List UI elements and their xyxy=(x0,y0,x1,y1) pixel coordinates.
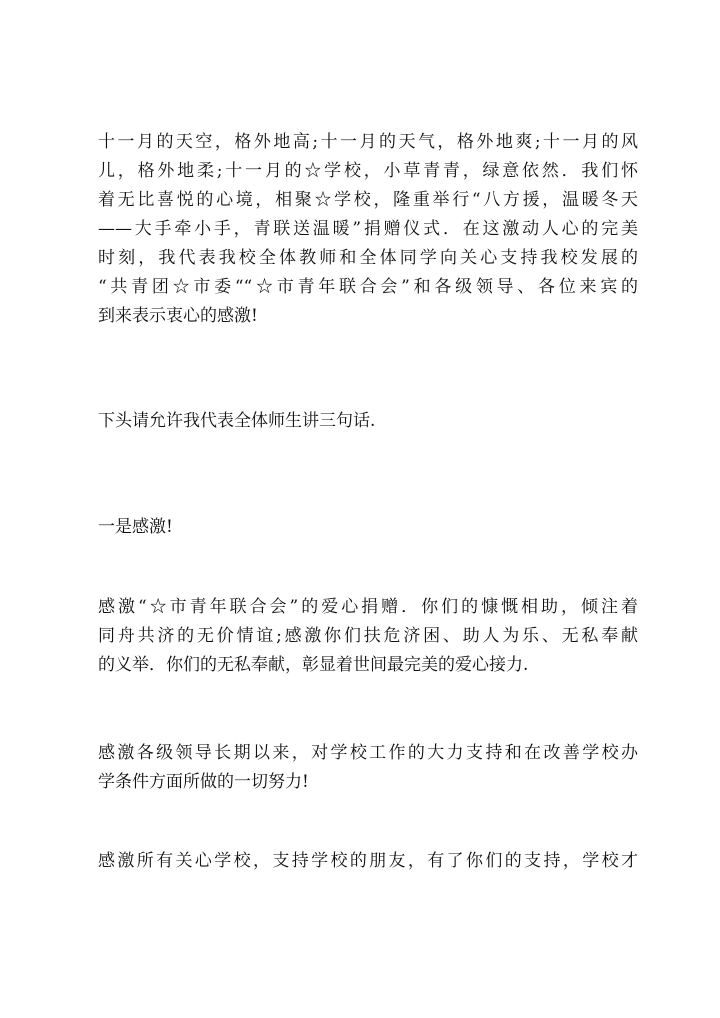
text-line: 着无比喜悦的心境，相聚☆学校，隆重举行“八方援，温暖冬天 xyxy=(98,190,638,210)
paragraph-thanks-federation xyxy=(98,593,638,680)
text-line: 十一月的天空，格外地高;十一月的天气，格外地爽;十一月的风 xyxy=(98,132,638,152)
text-line: 到来表示衷心的感激! xyxy=(98,306,258,326)
text-line: ——大手牵小手，青联送温暖”捐赠仪式．在这激动人心的完美 xyxy=(98,219,638,239)
paragraph-intro xyxy=(98,128,638,331)
paragraph-thanks-friends xyxy=(98,847,638,876)
text-line: 时刻，我代表我校全体教师和全体同学向关心支持我校发展的 xyxy=(98,248,638,268)
text-line: 感激各级领导长期以来，对学校工作的大力支持和在改善学校办 xyxy=(98,743,638,763)
text-line: 下头请允许我代表全体师生讲三句话. xyxy=(98,411,376,431)
text-line: “共青团☆市委““☆市青年联合会”和各级领导、各位来宾的 xyxy=(98,277,638,297)
text-line: 同舟共济的无价情谊;感激你们扶危济困、助人为乐、无私奉献 xyxy=(98,626,638,646)
paragraph-thanks-leaders xyxy=(98,739,638,797)
text-line: 感激所有关心学校，支持学校的朋友，有了你们的支持，学校才 xyxy=(98,851,638,871)
text-line: 一是感激! xyxy=(98,517,173,537)
text-line: 学条件方面所做的一切努力! xyxy=(98,772,309,792)
paragraph-first-point xyxy=(98,513,638,542)
text-line: 儿，格外地柔;十一月的☆学校，小草青青，绿意依然．我们怀 xyxy=(98,161,638,181)
text-line: 感激“☆市青年联合会”的爱心捐赠．你们的慷慨相助，倾注着 xyxy=(98,597,638,617)
text-line: 的义举．你们的无私奉献，彰显着世间最完美的爱心接力. xyxy=(98,655,529,675)
paragraph-three-points xyxy=(98,407,638,436)
